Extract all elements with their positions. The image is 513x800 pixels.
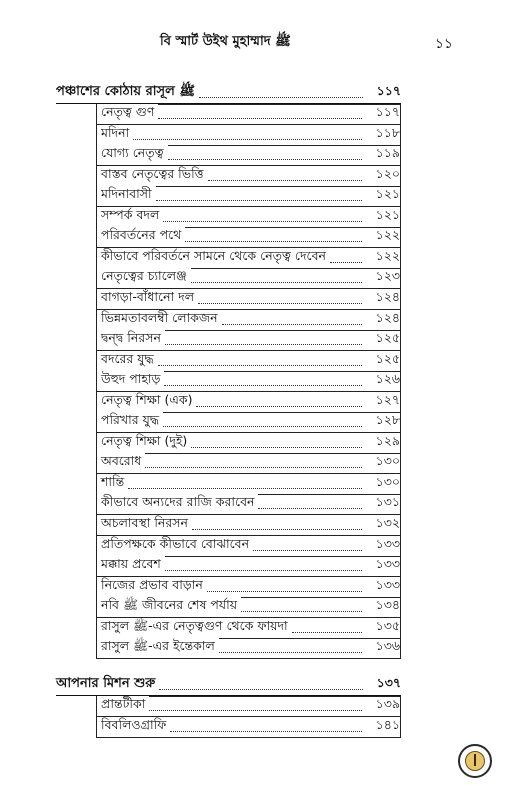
toc-entry-page: ১২৪ xyxy=(375,289,400,305)
toc-entry-title: বিবলিওগ্রাফি xyxy=(97,717,170,737)
toc-entry-row xyxy=(96,618,401,639)
toc-entry-title: প্রতিপক্ষকে কীভাবে বোঝাবেন xyxy=(97,536,253,556)
toc-entry-page: ১১৭ xyxy=(375,104,400,120)
toc-entry-row xyxy=(96,372,401,393)
toc-entry-title: রাসুল ﷺ-এর নেতৃত্বগুণ থেকে ফায়দা xyxy=(97,618,292,638)
toc-entry-row xyxy=(96,639,401,660)
toc-entry-page: ১৩২ xyxy=(375,515,400,531)
toc-entry-row xyxy=(96,104,401,126)
toc-entry-title: অচলাবস্থা নিরসন xyxy=(97,515,192,535)
toc-entry-title: কীভাবে অন্যদের রাজি করাবেন xyxy=(97,494,258,514)
dot-leader xyxy=(149,710,362,711)
dot-leader xyxy=(164,385,362,386)
toc-entry-row xyxy=(96,331,401,352)
dot-leader xyxy=(222,324,362,325)
toc-entry-row xyxy=(96,166,401,187)
dot-leader xyxy=(192,529,362,530)
toc-section-row xyxy=(56,675,401,696)
publisher-logo-icon xyxy=(458,744,492,778)
dot-leader xyxy=(258,508,362,509)
dot-leader xyxy=(191,282,362,283)
toc-entry-row xyxy=(96,598,401,619)
toc-entry-page: ১৩০ xyxy=(375,473,400,489)
dot-leader xyxy=(165,344,362,345)
dot-leader xyxy=(165,570,362,571)
dot-leader xyxy=(199,97,363,98)
toc-section-row xyxy=(56,83,401,104)
dot-leader xyxy=(170,731,362,732)
dot-leader xyxy=(156,200,362,201)
toc-entry-row xyxy=(96,289,401,310)
dot-leader xyxy=(163,221,362,222)
dot-leader xyxy=(158,118,362,119)
toc-entry-title: পরিখার যুদ্ধ xyxy=(97,412,163,432)
toc-entry-title: রাসুল ﷺ-এর ইন্তেকাল xyxy=(97,638,219,658)
toc-entry-row xyxy=(96,187,401,208)
toc-entry-title: বাস্তব নেতৃত্বের ভিত্তি xyxy=(97,166,208,186)
toc-entry-row xyxy=(96,515,401,536)
toc-entry-title: বাগড়া-বাঁধানো দল xyxy=(97,289,198,309)
dot-leader xyxy=(196,406,362,407)
dot-leader xyxy=(133,139,362,140)
dot-leader xyxy=(159,689,363,690)
toc-entry-page: ১৩৩ xyxy=(375,535,400,551)
dot-leader xyxy=(208,180,362,181)
toc-entry-title: নিজের প্রভাব বাড়ান xyxy=(97,577,207,597)
toc-entry-row xyxy=(96,310,401,331)
toc-entry-page: ১১৯ xyxy=(375,145,400,161)
dot-leader xyxy=(185,241,362,242)
toc-entry-title: দ্বন্দ্ব নিরসন xyxy=(97,330,165,350)
toc-entry-page: ১১৮ xyxy=(375,124,400,140)
toc-entry-title: আপনার মিশন শুরু xyxy=(56,674,159,695)
toc-entry-title: অবরোধ xyxy=(97,453,145,473)
toc-entry-row xyxy=(96,351,401,372)
toc-entry-row xyxy=(96,125,401,146)
toc-entry-page: ১২৫ xyxy=(375,330,400,346)
dot-leader xyxy=(158,365,362,366)
toc-entry-title: পঞ্চাশের কোঠায় রাসূল ﷺ xyxy=(56,82,199,103)
toc-entry-page: ১৩৩ xyxy=(375,556,400,572)
toc-entry-title: মদিনাবাসী xyxy=(97,186,156,206)
toc-entry-page: ১১৭ xyxy=(376,82,401,98)
toc-entry-row xyxy=(96,474,401,495)
dot-leader xyxy=(145,467,362,468)
toc-entry-page: ১৪১ xyxy=(375,716,400,732)
toc-entry-page: ১২৩ xyxy=(375,268,400,284)
toc-entry-row xyxy=(96,696,401,718)
toc-entry-page: ১২৯ xyxy=(375,432,400,448)
toc-entry-row xyxy=(96,392,401,413)
toc-entry-page: ১৩৩ xyxy=(375,576,400,592)
toc-entry-row xyxy=(96,577,401,598)
toc-entry-title: যোগ্য নেতৃত্ব xyxy=(97,145,168,165)
dot-leader xyxy=(198,303,362,304)
running-header xyxy=(0,32,513,50)
table-of-contents xyxy=(56,83,401,738)
toc-entry-row xyxy=(96,248,401,269)
toc-entry-row xyxy=(96,433,401,454)
toc-entry-row xyxy=(96,269,401,290)
toc-entry-page: ১২৪ xyxy=(375,309,400,325)
toc-entry-row xyxy=(96,536,401,557)
toc-entry-row xyxy=(96,557,401,578)
toc-entry-page: ১২২ xyxy=(375,247,400,263)
toc-entry-row xyxy=(96,454,401,475)
toc-entry-page: ১৩৯ xyxy=(375,696,400,712)
toc-entry-page: ১৩০ xyxy=(375,453,400,469)
toc-entry-page: ১২১ xyxy=(375,186,400,202)
dot-leader xyxy=(168,159,363,160)
toc-entry-page: ১৩৬ xyxy=(375,638,400,654)
toc-entry-title: মদিনা xyxy=(97,125,133,145)
dot-leader xyxy=(219,652,362,653)
toc-entry-title: নেতৃত্ব শিক্ষা (এক) xyxy=(97,392,196,412)
toc-entry-page: ১২৬ xyxy=(375,371,400,387)
dot-leader xyxy=(191,447,362,448)
toc-entry-title: কীভাবে পরিবর্তনে সামনে থেকে নেতৃত্ব দেবেন xyxy=(97,248,330,268)
dot-leader xyxy=(128,488,362,489)
dot-leader xyxy=(292,632,362,633)
toc-entry-row xyxy=(96,146,401,167)
toc-entry-title: শান্তি xyxy=(97,474,128,494)
dot-leader xyxy=(241,611,362,612)
toc-entry-title: নেতৃত্ব শিক্ষা (দুই) xyxy=(97,433,191,453)
toc-entry-row xyxy=(96,228,401,249)
toc-entry-title: প্রান্তটীকা xyxy=(97,696,149,716)
toc-entry-title: নেতৃত্ব গুণ xyxy=(97,104,158,124)
toc-entry-page: ১২১ xyxy=(375,206,400,222)
dot-leader xyxy=(330,262,362,263)
toc-entry-page: ১৩৭ xyxy=(376,674,401,690)
toc-entry-title: বদরের যুদ্ধ xyxy=(97,351,158,371)
toc-entry-row xyxy=(96,413,401,434)
toc-entry-title: উহুদ পাহাড় xyxy=(97,371,164,391)
toc-entry-title: নেতৃত্বের চ্যালেঞ্জ xyxy=(97,268,191,288)
toc-entry-page: ১২২ xyxy=(375,227,400,243)
toc-entry-page: ১২৭ xyxy=(375,391,400,407)
toc-entry-title: ভিন্নমতাবলম্বী লোকজন xyxy=(97,310,222,330)
toc-entry-row xyxy=(96,207,401,228)
toc-entry-title: পরিবর্তনের পথে xyxy=(97,227,185,247)
toc-entry-page: ১৩১ xyxy=(375,494,400,510)
toc-entry-title: মক্কায় প্রবেশ xyxy=(97,556,165,576)
page-number: ১১ xyxy=(434,36,453,52)
running-title: বি স্মার্ট উইথ মুহাম্মাদ ﷺ xyxy=(160,34,291,49)
dot-leader xyxy=(163,426,362,427)
toc-entry-title: নবি ﷺ জীবনের শেষ পর্যায় xyxy=(97,597,241,617)
toc-entry-page: ১২৫ xyxy=(375,350,400,366)
toc-entry-row xyxy=(96,495,401,516)
dot-leader xyxy=(253,550,362,551)
dot-leader xyxy=(207,591,362,592)
toc-entry-page: ১২৮ xyxy=(375,412,400,428)
toc-entry-page: ১৩৫ xyxy=(375,617,400,633)
toc-entry-page: ১৩৪ xyxy=(375,597,400,613)
toc-entry-page: ১২০ xyxy=(375,165,400,181)
toc-entry-row xyxy=(96,717,401,738)
toc-entry-title: সম্পর্ক বদল xyxy=(97,207,163,227)
